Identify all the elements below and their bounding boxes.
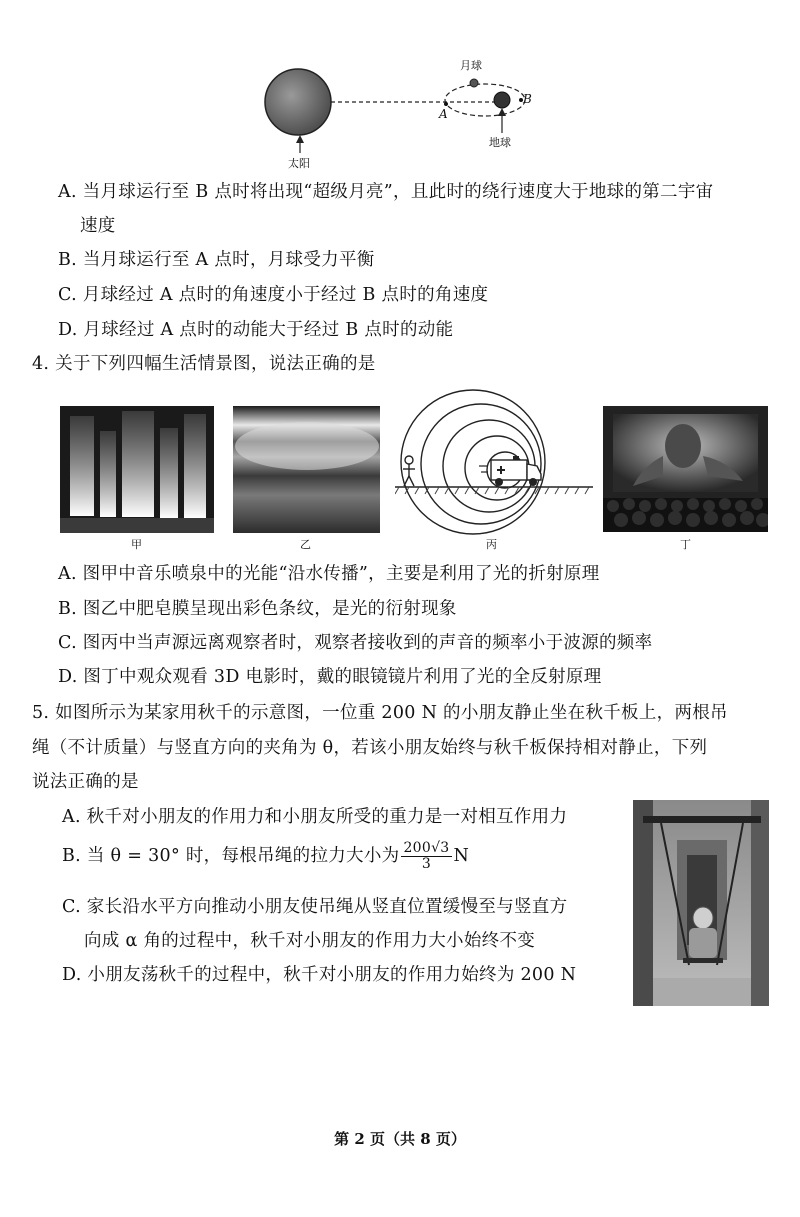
q3-option-c: C. 月球经过 A 点时的角速度小于经过 B 点时的角速度 [58, 285, 489, 305]
earth-shape [494, 92, 510, 108]
q4-option-b: B. 图乙中肥皂膜呈现出彩色条纹，是光的衍射现象 [58, 599, 457, 619]
moon-label: 月球 [460, 59, 482, 72]
q3-option-b: B. 当月球运行至 A 点时，月球受力平衡 [58, 250, 375, 270]
sun-label: 太阳 [288, 157, 310, 170]
q5-option-c-line1: C. 家长沿水平方向推动小朋友使吊绳从竖直位置缓慢至与竖直方 [62, 897, 568, 917]
q5-stem-line2: 绳（不计质量）与竖直方向的夹角为 θ，若该小朋友始终与秋千板保持相对静止，下列 [32, 738, 708, 758]
q5-option-b-unit: N [453, 846, 470, 866]
doppler-diagram [395, 388, 593, 538]
moon-orbit [445, 84, 525, 116]
point-a-label: A [439, 107, 448, 121]
fraction-numerator: 200√3 [403, 840, 450, 856]
q4-option-d: D. 图丁中观众观看 3D 电影时，戴的眼镜镜片利用了光的全反射原理 [58, 667, 602, 687]
q3-option-a-line1: A. 当月球运行至 B 点时将出现“超级月亮”，且此时的绕行速度大于地球的第二宇宙 [58, 182, 714, 202]
page-number: 第 2 页（共 8 页） [334, 1130, 466, 1148]
point-a [444, 102, 448, 106]
swing-photo [633, 800, 769, 1006]
soap-film-photo [233, 406, 380, 533]
sun-shape [265, 69, 331, 135]
sun-earth-moon-diagram [255, 55, 565, 180]
q5-option-b-fraction [401, 841, 451, 872]
point-b-label: B [523, 92, 532, 106]
q5-stem-line1: 5. 如图所示为某家用秋千的示意图，一位重 200 N 的小朋友静止坐在秋千板上，两根吊 [32, 703, 728, 723]
q4-option-a: A. 图甲中音乐喷泉中的光能“沿水传播”，主要是利用了光的折射原理 [58, 564, 600, 584]
q5-option-b-text: B. 当 θ = 30° 时，每根吊绳的拉力大小为 [62, 846, 400, 866]
caption-bing: 丙 [486, 538, 497, 551]
q4-option-c: C. 图丙中当声源远离观察者时，观察者接收到的声音的频率小于波源的频率 [58, 633, 653, 653]
caption-jia: 甲 [131, 538, 142, 551]
observer-figure [403, 456, 415, 486]
q5-option-d: D. 小朋友荡秋千的过程中，秋千对小朋友的作用力始终为 200 N [62, 965, 577, 985]
moon-shape [470, 79, 478, 87]
caption-yi: 乙 [300, 538, 311, 551]
q5-option-a: A. 秋千对小朋友的作用力和小朋友所受的重力是一对相互作用力 [62, 807, 568, 827]
q5-option-c-line2: 向成 α 角的过程中，秋千对小朋友的作用力大小始终不变 [84, 931, 536, 951]
q5-option-b [62, 841, 469, 872]
ambulance-shape [479, 456, 541, 486]
fraction-denominator: 3 [421, 856, 432, 872]
caption-ding: 丁 [680, 538, 691, 551]
q5-stem-line3: 说法正确的是 [32, 772, 139, 792]
q3-option-d: D. 月球经过 A 点时的动能大于经过 B 点时的动能 [58, 320, 454, 340]
q4-stem: 4. 关于下列四幅生活情景图，说法正确的是 [32, 354, 376, 374]
cinema-3d-photo [603, 406, 768, 532]
fountain-photo [60, 406, 214, 533]
q3-option-a-line2: 速度 [80, 216, 116, 236]
earth-label: 地球 [489, 136, 511, 149]
